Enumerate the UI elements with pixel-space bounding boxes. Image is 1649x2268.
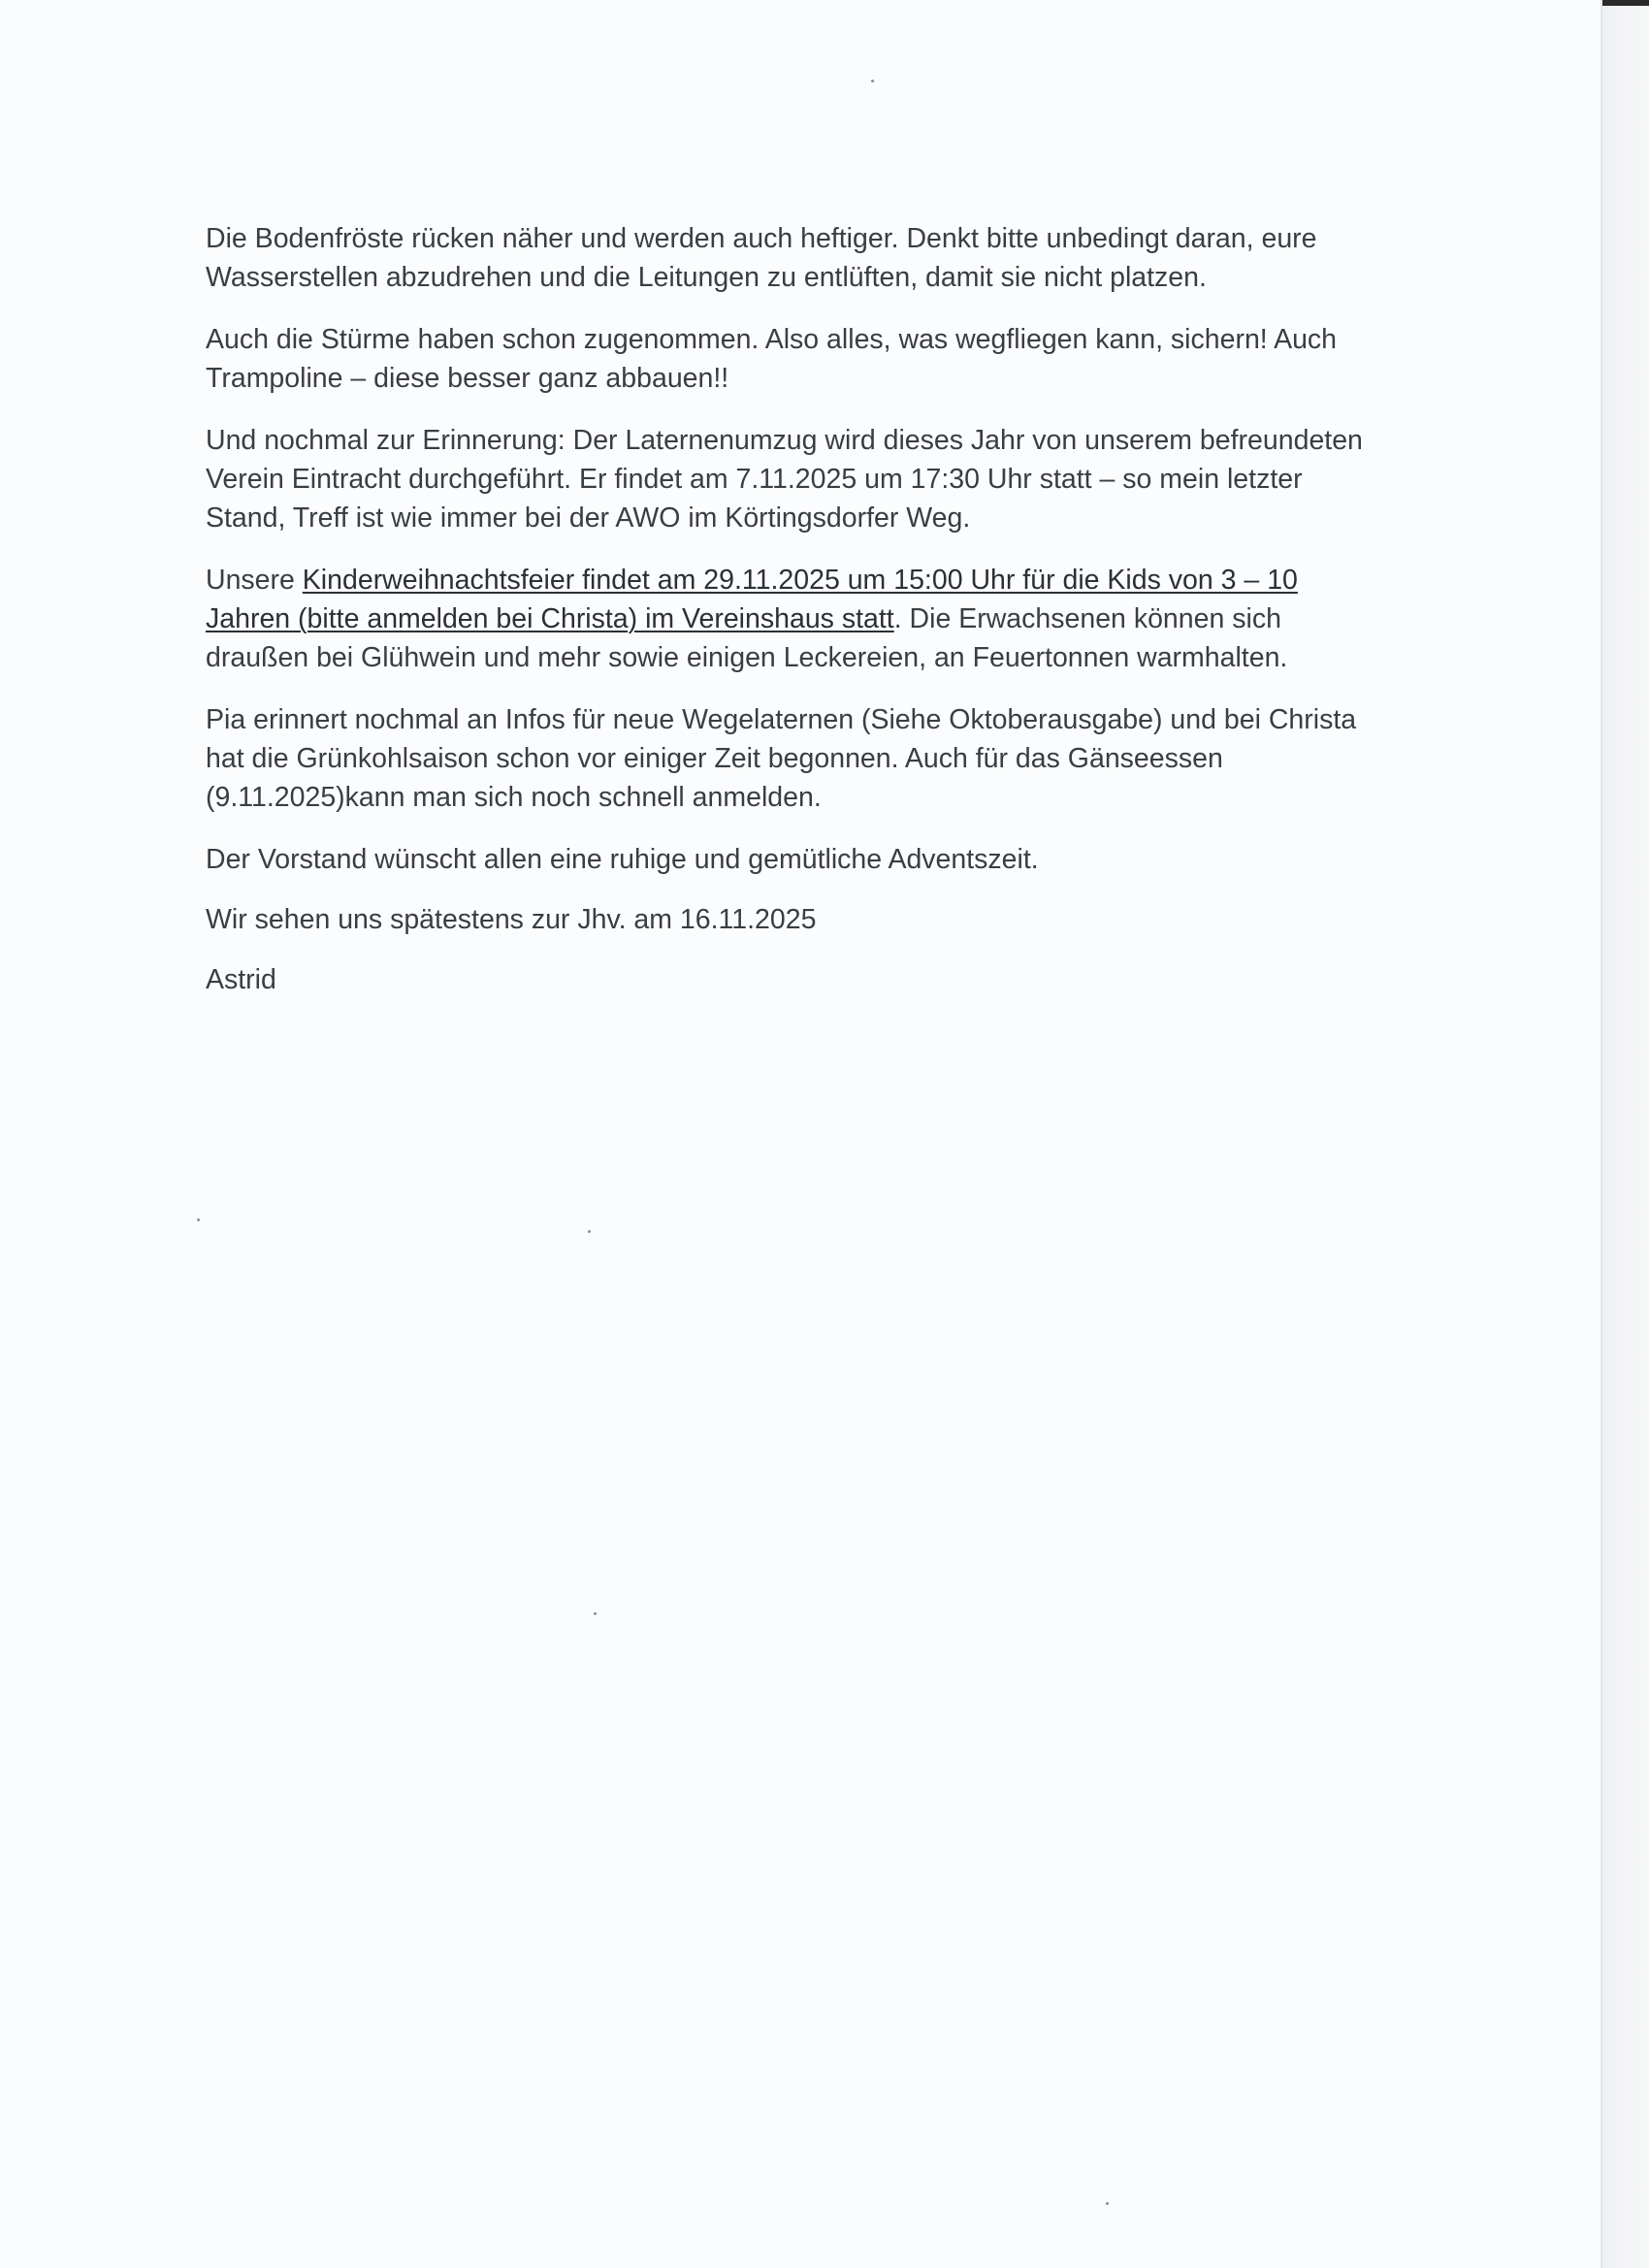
paragraph-advent-wishes: Der Vorstand wünscht allen eine ruhige und gemütliche Adventszeit. [206, 844, 1039, 875]
scan-speck [588, 1230, 591, 1233]
paragraph-lantern-parade: Und nochmal zur Erinnerung: Der Laternenumzug wird dieses Jahr von unserem befreundeten Verein Eintracht durchgeführt. Er findet am 7.11.2025 um 17:30 Uhr statt – so mein letzter Stand, Treff ist wie immer bei der AWO im Körtingsdorfer Weg. [206, 425, 1363, 534]
page-edge [1600, 0, 1649, 2268]
scan-speck [594, 1612, 597, 1615]
signature-name: Astrid [206, 964, 276, 995]
christmas-party-underlined: Kinderweihnachtsfeier findet am 29.11.2025 um 15:00 Uhr für die Kids von 3 – 10 Jahren (bitte anmelden bei Christa) im Vereinshaus statt [206, 565, 1298, 634]
scan-speck [1106, 2202, 1109, 2205]
paragraph-frost: Die Bodenfröste rücken näher und werden auch heftiger. Denkt bitte unbedingt daran, eure Wasserstellen abzudrehen und die Leitungen zu entlüften, damit sie nicht platzen. [206, 223, 1317, 293]
christmas-party-prefix: Unsere [206, 565, 303, 596]
letter-body [206, 219, 1389, 1022]
page-edge-corner [1602, 0, 1649, 6]
scan-speck [871, 80, 874, 82]
christmas-party-suffix: . Die Erwachsenen können sich draußen bei Glühwein und mehr sowie einigen Leckereien, an Feuertonnen warmhalten. [206, 603, 1288, 673]
paragraph-storms: Auch die Stürme haben schon zugenommen. Also alles, was wegfliegen kann, sichern! Auch Trampoline – diese besser ganz abbauen!! [206, 324, 1338, 394]
paragraph-meeting: Wir sehen uns spätestens zur Jhv. am 16.11.2025 [206, 904, 817, 935]
scan-speck [197, 1218, 200, 1221]
paragraph-christmas-party [206, 561, 1389, 677]
paragraph-lanterns-kale: Pia erinnert nochmal an Infos für neue Wegelaternen (Siehe Oktoberausgabe) und bei Christa hat die Grünkohlsaison schon vor einiger Zeit begonnen. Auch für das Gänseessen (9.11.2025)kann man sich noch schnell anmelden. [206, 704, 1357, 813]
